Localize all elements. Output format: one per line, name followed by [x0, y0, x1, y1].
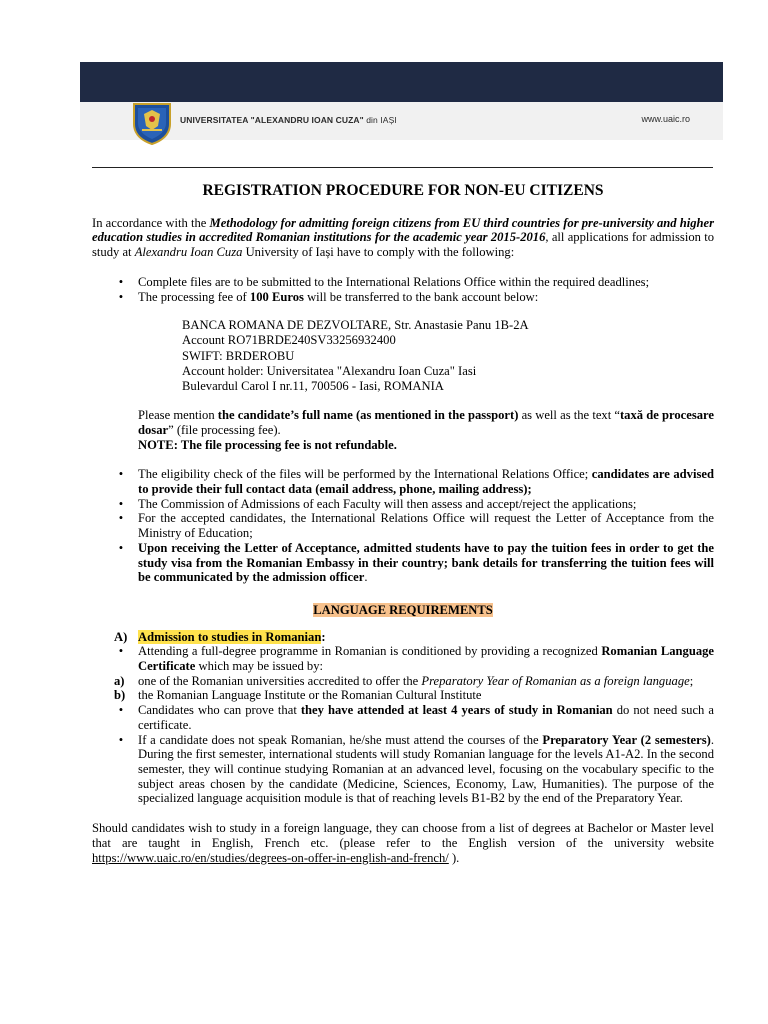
- bullet-icon: •: [118, 511, 124, 526]
- bank-line: Account holder: Universitatea "Alexandru Ioan Cuza" Iasi: [182, 363, 477, 378]
- bullet-icon: •: [118, 467, 124, 482]
- fee-mention: Please mention the candidate’s full name (as mentioned in the passport) as well as the text “taxă de procesare dosar” (file processing fee). NOTE: The file processing fee is not refundable.: [138, 408, 715, 452]
- process-list: [92, 467, 714, 585]
- list-item: A) Admission to studies in Romanian:: [114, 629, 326, 644]
- website-address: www.uaic.ro: [641, 114, 690, 124]
- bullet-icon: •: [118, 703, 124, 718]
- header-divider: [92, 167, 713, 168]
- document-body: [92, 184, 714, 865]
- list-item: • Candidates who can prove that they have attended at least 4 years of study in Romanian do not need such a certificate.: [92, 703, 714, 732]
- list-item: • Attending a full-degree programme in Romanian is conditioned by providing a recognized Romanian Language Certificate which may be issued by:: [92, 644, 714, 673]
- university-crest-logo: [130, 100, 174, 146]
- list-item: • Complete files are to be submitted to the International Relations Office within the required deadlines;: [92, 275, 714, 290]
- university-name: UNIVERSITATEA "ALEXANDRU IOAN CUZA" din IAȘI: [180, 115, 397, 125]
- bullet-icon: •: [118, 496, 124, 511]
- bank-line: Bulevardul Carol I nr.11, 700506 - Iasi, ROMANIA: [182, 379, 444, 394]
- language-list: [92, 630, 714, 806]
- list-item: • The eligibility check of the files will be performed by the International Relations Office; candidates are advised to provide their full contact data (email address, phone, mailing address);: [92, 467, 714, 496]
- bullet-icon: •: [118, 274, 124, 289]
- language-requirements-heading: LANGUAGE REQUIREMENTS: [313, 602, 493, 617]
- bank-line: Account RO71BRDE240SV33256932400: [182, 333, 396, 348]
- bullet-icon: •: [118, 540, 124, 555]
- list-item: • The processing fee of 100 Euros will be transferred to the bank account below:: [92, 290, 714, 305]
- degrees-link[interactable]: https://www.uaic.ro/en/studies/degrees-on-offer-in-english-and-french/: [92, 850, 449, 865]
- list-item: a) one of the Romanian universities accredited to offer the Preparatory Year of Romanian as a foreign language;: [114, 673, 694, 688]
- page-title: REGISTRATION PROCEDURE FOR NON-EU CITIZENS: [202, 182, 604, 199]
- bullet-icon: •: [118, 289, 124, 304]
- list-item: • The Commission of Admissions of each Faculty will then assess and accept/reject the applications;: [92, 497, 714, 512]
- bullet-icon: •: [118, 732, 124, 747]
- bullet-icon: •: [118, 644, 124, 659]
- fee-note: NOTE: The file processing fee is not refundable.: [138, 437, 397, 452]
- closing-paragraph: Should candidates wish to study in a foreign language, they can choose from a list of degrees at Bachelor or Master level that are taught in English, French etc. (please refer to the English version of the university website https://www.uaic.ro/en/studies/degrees-on-offer-in-english-and-french/ ).: [92, 821, 714, 865]
- header-banner: [80, 62, 723, 102]
- intro-paragraph: In accordance with the Methodology for admitting foreign citizens from EU third countries for pre-university and higher education studies in accredited Romanian institutions for the academic year 2015-2016, all applications for admission to study at Alexandru Ioan Cuza University of Iași have to comply with the following:: [92, 215, 715, 260]
- list-item: • Upon receiving the Letter of Acceptance, admitted students have to pay the tuition fees in order to get the study visa from the Romanian Embassy in their country; bank details for transferring the tuition fees will be communicated by the admission officer.: [92, 541, 714, 585]
- bank-details: [182, 318, 714, 394]
- bank-line: SWIFT: BRDEROBU: [182, 348, 295, 363]
- list-item: b) the Romanian Language Institute or the Romanian Cultural Institute: [114, 688, 482, 703]
- list-item: • If a candidate does not speak Romanian, he/she must attend the courses of the Preparatory Year (2 semesters). During the first semester, international students will study Romanian language for the levels A1-A2. In the second semester, they will continue studying Romanian at an advanced level, focusing on the vocabulary specific to the subject areas chosen by the candidate (Medicine, Sciences, Economy, Law, Humanities). The purpose of the specialized language acquisition module is that of reaching levels B1-B2 by the end of the Preparatory Year.: [92, 733, 714, 807]
- bank-line: BANCA ROMANA DE DEZVOLTARE, Str. Anastasie Panu 1B-2A: [182, 318, 529, 333]
- header-strip: [80, 102, 723, 140]
- list-item: • For the accepted candidates, the International Relations Office will request the Letter of Acceptance from the Ministry of Education;: [92, 511, 714, 540]
- requirements-list: [92, 275, 714, 304]
